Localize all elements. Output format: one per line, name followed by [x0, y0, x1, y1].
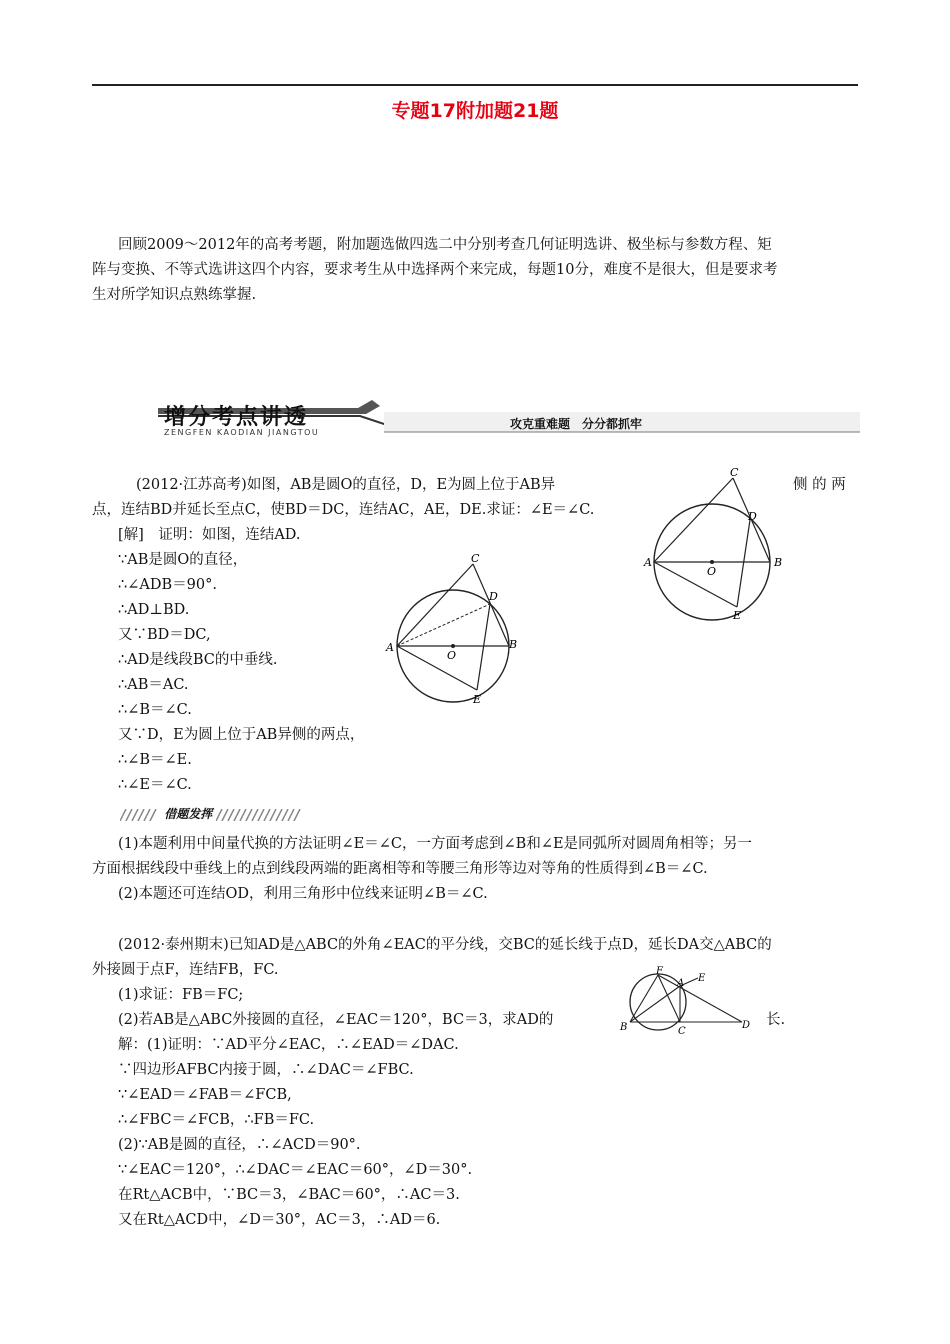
label-C: C — [730, 466, 739, 479]
problem2-solution — [118, 1033, 472, 1233]
solution-line: ∵AB是圆O的直径， — [118, 552, 248, 568]
solution-line: ∵四边形AFBC内接于圆，∴∠DAC＝∠FBC. — [118, 1062, 414, 1078]
problem2-stem: (2012·泰州期末)已知AD是△ABC的外角∠EAC的平分线，交BC的延长线于点D，延长DA交△ABC的 — [118, 937, 772, 953]
tip-hatch-right — [216, 809, 302, 821]
solution-line: ∴∠FBC＝∠FCB，∴FB＝FC. — [118, 1112, 315, 1128]
intro-line: 回顾2009～2012年的高考考题，附加题选做四选二中分别考查几何证明选讲、极坐标与参数方程、矩 — [118, 237, 772, 253]
label-D: D — [742, 1020, 751, 1031]
label-C: C — [678, 1026, 686, 1037]
label-A: A — [386, 641, 394, 654]
banner-subtitle: ZENGFEN KAODIAN JIANGTOU — [164, 428, 320, 437]
problem1-solution — [118, 523, 364, 798]
problem2-q2: (2)若AB是△ABC外接圆的直径，∠EAC＝120°，BC＝3，求AD的 — [118, 1012, 554, 1028]
label-B: B — [620, 1022, 628, 1033]
page-title: 专题17附加题21题 — [391, 100, 559, 122]
banner-slogan: 攻克重难题 分分都抓牢 — [510, 417, 643, 431]
label-C: C — [471, 552, 480, 565]
label-E: E — [698, 973, 706, 984]
top-rule — [92, 84, 858, 86]
label-A: A — [677, 978, 685, 989]
tip-line: (2)本题还可连结OD，利用三角形中位线来证明∠B＝∠C. — [118, 886, 488, 902]
figure-circle-2 — [383, 550, 523, 710]
figure-circle-3 — [618, 966, 758, 1038]
solution-line: 又在Rt△ACD中，∠D＝30°，AC＝3，∴AD＝6. — [118, 1212, 441, 1228]
figure-circle-1 — [640, 462, 790, 632]
problem1-stem-left: (2012·江苏高考)如图，AB是圆O的直径，D，E为圆上位于AB异 — [136, 477, 556, 493]
solution-line: 又∵BD＝DC, — [118, 627, 211, 643]
problem2-q1: (1)求证：FB＝FC; — [118, 987, 244, 1003]
solution-line: ∴∠B＝∠E. — [118, 752, 192, 768]
solution-line: ∴AB＝AC. — [118, 677, 189, 693]
solution-line: ∵∠EAD＝∠FAB＝∠FCB, — [118, 1087, 292, 1103]
solution-line: ∴AD是线段BC的中垂线. — [118, 652, 278, 668]
label-E: E — [733, 609, 742, 622]
label-O: O — [447, 649, 457, 662]
solution-line: [解] 证明：如图，连结AD. — [118, 527, 301, 543]
intro-paragraph-cont — [92, 258, 777, 308]
label-D: D — [489, 590, 498, 603]
solution-line: ∴AD⊥BD. — [118, 602, 190, 618]
solution-line: (2)∵AB是圆的直径，∴∠ACD＝90°. — [118, 1137, 361, 1153]
solution-line: 又∵D，E为圆上位于AB异侧的两点， — [118, 727, 365, 743]
tip-line: 方面根据线段中垂线上的点到线段两端的距离相等和等腰三角形等边对等角的性质得到∠B＝∠C. — [92, 861, 708, 877]
tip-line: (1)本题利用中间量代换的方法证明∠E＝∠C，一方面考虑到∠B和∠E是同弧所对圆周角相等；另一 — [118, 836, 753, 852]
section-banner — [158, 400, 860, 437]
label-O: O — [707, 565, 717, 578]
label-F: F — [656, 966, 663, 977]
solution-line: 在Rt△ACB中，∵BC＝3，∠BAC＝60°，∴AC＝3. — [118, 1187, 460, 1203]
problem1-stem-2: 点，连结BD并延长至点C，使BD＝DC，连结AC，AE，DE.求证：∠E＝∠C. — [92, 502, 595, 518]
intro-line: 生对所学知识点熟练掌握. — [92, 287, 257, 303]
solution-line: 解：(1)证明：∵AD平分∠EAC，∴∠EAD＝∠DAC. — [118, 1037, 459, 1053]
label-D: D — [748, 510, 757, 523]
intro-line: 阵与变换、不等式选讲这四个内容，要求考生从中选择两个来完成，每题10分，难度不是很大，但是要求考 — [92, 262, 778, 278]
tip-hatch-left — [120, 809, 160, 821]
problem2-q2-right: 长. — [766, 1012, 786, 1028]
label-E: E — [473, 693, 482, 706]
solution-line: ∴∠E＝∠C. — [118, 777, 192, 793]
label-B: B — [509, 638, 518, 651]
problem2-stem: 外接圆于点F，连结FB，FC. — [92, 962, 279, 978]
label-B: B — [774, 556, 783, 569]
solution-line: ∴∠B＝∠C. — [118, 702, 192, 718]
solution-line: ∴∠ADB＝90°. — [118, 577, 217, 593]
label-A: A — [644, 556, 652, 569]
solution-line: ∵∠EAC＝120°，∴∠DAC＝∠EAC＝60°，∠D＝30°. — [118, 1162, 473, 1178]
intro-paragraph — [118, 233, 772, 258]
tip-header — [120, 805, 302, 822]
banner-title: 增分考点讲透 — [164, 405, 309, 430]
tip-label: 借题发挥 — [164, 807, 213, 821]
problem1-stem-right: 侧 的 两 — [793, 477, 846, 493]
